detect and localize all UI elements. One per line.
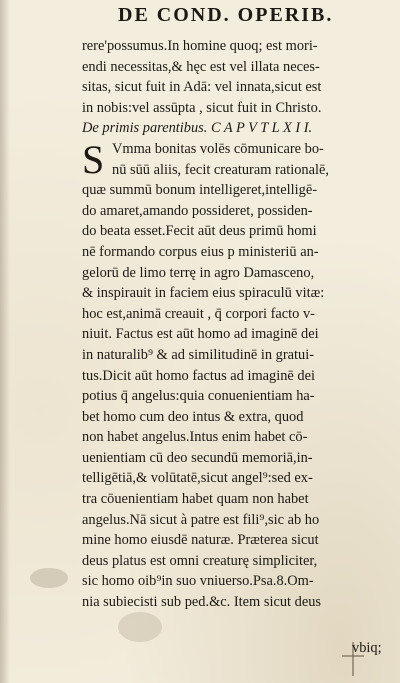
- text-line: gelorū de limo terrę in agro Damasceno,: [82, 264, 315, 281]
- text-line: non habet angelus.Intus enim habet cō-: [82, 429, 308, 446]
- text-line: nē formando corpus eius p ministeriū an-: [82, 243, 319, 260]
- ink-smudge: [30, 568, 68, 588]
- text-line: uenientiam cū deo secundū memoriā,in-: [82, 449, 313, 466]
- text-line: nū sūū aliis, fecit creaturam rationalē,: [112, 161, 329, 178]
- page-gutter-shadow: [0, 0, 10, 683]
- running-head: DE COND. OPERIB.: [118, 4, 334, 26]
- text-line: hoc est,animā creauit , q̄ corpori facto v-: [82, 305, 315, 322]
- text-line: deus platus est omni creaturę simpliciter,: [82, 552, 318, 569]
- drop-cap: S: [82, 137, 105, 182]
- text-line: & inspirauit in faciem eius spiraculū vitæ:: [82, 285, 325, 302]
- text-line: tra cōuenientiam habet quam non habet: [82, 491, 309, 508]
- text-line: telligētiā,& volūtatē,sicut angel⁹:sed ex-: [82, 470, 313, 487]
- text-line: endi necessitas,& hęc est vel illata neces-: [82, 58, 320, 75]
- text-line: in naturalib⁹ & ad similitudinē in gratui-: [82, 346, 315, 363]
- text-line: niuit. Factus est aūt homo ad imaginē dei: [82, 326, 319, 343]
- text-line: nia subiecisti sub ped.&c. Item sicut deus: [82, 594, 321, 611]
- text-line: in nobis:vel assūpta , sicut fuit in Christo.: [82, 99, 322, 116]
- text-line: do amaret,amando possideret, possiden-: [82, 202, 313, 219]
- text-line: tus.Dicit aūt homo factus ad imaginē dei: [82, 367, 315, 384]
- text-line: mine homo eiusdē naturæ. Præterea sicut: [82, 532, 319, 549]
- text-line: sitas, sicut fuit in Adā: vel innata,sicut est: [82, 79, 322, 96]
- text-line: angelus.Nā sicut à patre est fili⁹,sic ab ho: [82, 511, 320, 528]
- text-line: quæ summū bonum intelligeret,intelligē-: [82, 182, 318, 199]
- ink-smudge: [118, 612, 162, 642]
- text-line: potius q̄ angelus:quia conuenientiam ha-: [82, 388, 315, 405]
- chapter-heading: De primis parentibus. C A P V T L X I I.: [82, 120, 313, 137]
- text-line: do beata esset.Fecit aūt deus primū homi: [82, 223, 317, 240]
- text-line: rere'possumus.In homine quoq; est mori-: [82, 38, 318, 54]
- text-line: bet homo cum deo intus & extra, quod: [82, 408, 304, 425]
- text-line: sic homo oib⁹in suo vniuerso.Psa.8.Om-: [82, 573, 314, 590]
- catchword: vbiq;: [352, 640, 382, 656]
- body-text: [82, 36, 394, 613]
- text-line: Vmma bonitas volēs cōmunicare bo-: [112, 140, 324, 157]
